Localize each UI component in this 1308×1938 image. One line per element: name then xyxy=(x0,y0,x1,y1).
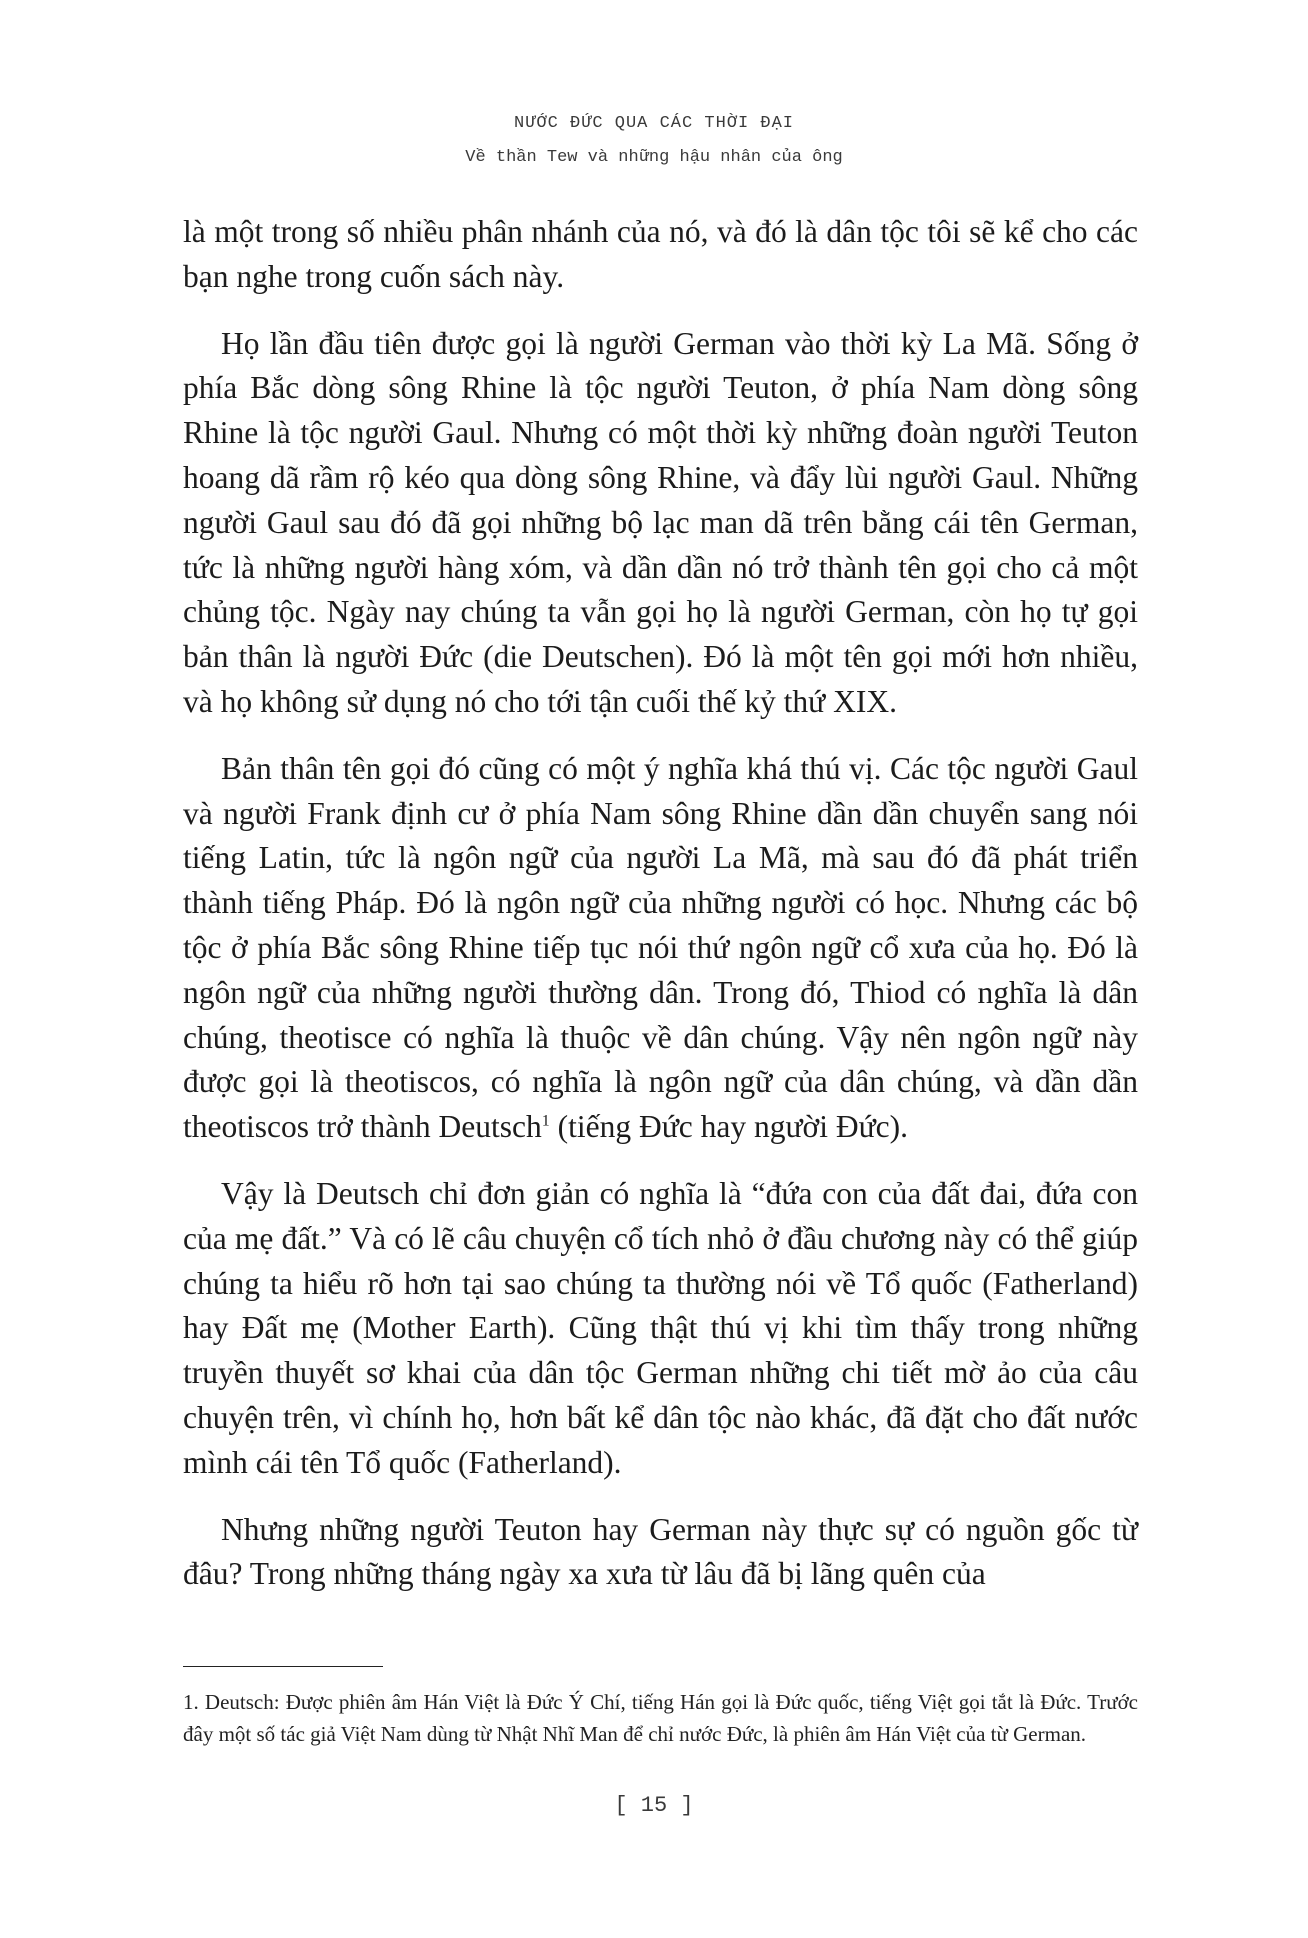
footnote-divider xyxy=(183,1666,383,1667)
paragraph-german-name-origin: Họ lần đầu tiên được gọi là người German vào thời kỳ La Mã. Sống ở phía Bắc dòng sông Rhine là tộc người Teuton, ở phía Nam dòng sông Rhine là tộc người Gaul. Nhưng có một thời kỳ những đoàn người Teuton hoang dã rầm rộ kéo qua dòng sông Rhine, và đẩy lùi người Gaul. Những người Gaul sau đó đã gọi những bộ lạc man dã trên bằng cái tên German, tức là những người hàng xóm, và dần dần nó trở thành tên gọi cho cả một chủng tộc. Ngày nay chúng ta vẫn gọi họ là người German, còn họ tự gọi bản thân là người Đức (die Deutschen). Đó là một tên gọi mới hơn nhiều, và họ không sử dụng nó cho tới tận cuối thế kỷ thứ XIX. xyxy=(183,325,1138,719)
paragraph-deutsch-meaning xyxy=(183,747,1138,1150)
running-header-book-title: NƯỚC ĐỨC QUA CÁC THỜI ĐẠI xyxy=(513,114,795,133)
footnote-reference[interactable]: 1 xyxy=(541,1112,550,1130)
paragraph-fatherland: Vậy là Deutsch chỉ đơn giản có nghĩa là “đứa con của đất đai, đứa con của mẹ đất.” Và có lẽ câu chuyện cổ tích nhỏ ở đầu chương này có thể giúp chúng ta hiểu rõ hơn tại sao chúng ta thường nói về Tổ quốc (Fatherland) hay Đất mẹ (Mother Earth). Cũng thật thú vị khi tìm thấy trong những truyền thuyết sơ khai của dân tộc German những chi tiết mờ ảo của câu chuyện trên, vì chính họ, hơn bất kể dân tộc nào khác, đã đặt cho đất nước mình cái tên Tổ quốc (Fatherland). xyxy=(183,1175,1138,1480)
body-text xyxy=(183,210,1138,1619)
page-number: [ 15 ] xyxy=(614,1793,694,1818)
paragraph-teuton-origin: Nhưng những người Teuton hay German này thực sự có nguồn gốc từ đâu? Trong những tháng ngày xa xưa từ lâu đã bị lãng quên của xyxy=(183,1511,1138,1592)
footnote: 1. Deutsch: Được phiên âm Hán Việt là Đức Ý Chí, tiếng Hán gọi là Đức quốc, tiếng Việt gọi tắt là Đức. Trước đây một số tác giả Việt Nam dùng từ Nhật Nhĩ Man để chỉ nước Đức, là phiên âm Hán Việt của từ German. xyxy=(183,1690,1138,1746)
paragraph-deutsch-meaning-text: Bản thân tên gọi đó cũng có một ý nghĩa khá thú vị. Các tộc người Gaul và người Frank định cư ở phía Nam sông Rhine dần dần chuyển sang nói tiếng Latin, tức là ngôn ngữ của người La Mã, mà sau đó đã phát triển thành tiếng Pháp. Đó là ngôn ngữ của những người có học. Nhưng các bộ tộc ở phía Bắc sông Rhine tiếp tục nói thứ ngôn ngữ cổ xưa của họ. Đó là ngôn ngữ của những người thường dân. Trong đó, Thiod có nghĩa là dân chúng, theotisce có nghĩa là thuộc về dân chúng. Vậy nên ngôn ngữ này được gọi là theotiscos, có nghĩa là ngôn ngữ của dân chúng, và dần dần theotiscos trở thành Deutsch xyxy=(183,750,1138,1145)
running-header-chapter-title: Về thần Tew và những hậu nhân của ông xyxy=(465,148,843,167)
paragraph-deutsch-meaning-tail: (tiếng Đức hay người Đức). xyxy=(549,1109,909,1145)
paragraph-continuation: là một trong số nhiều phân nhánh của nó, và đó là dân tộc tôi sẽ kể cho các bạn nghe trong cuốn sách này. xyxy=(183,214,1138,294)
